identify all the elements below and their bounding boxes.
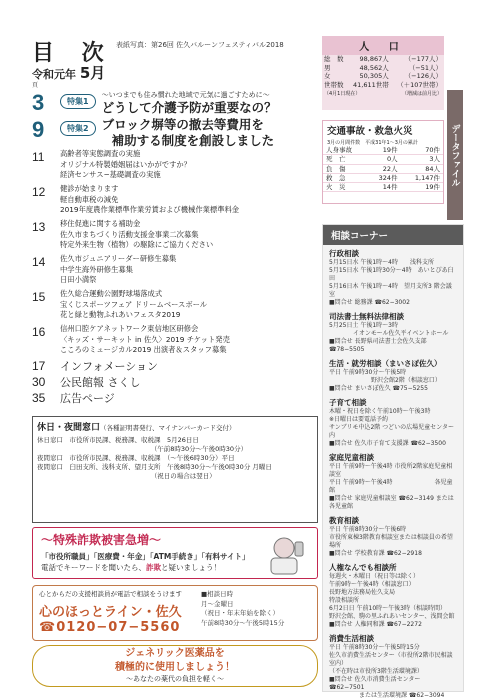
feature-1[interactable] (32, 90, 277, 116)
consult-line: 平日 午前9時〜午後4時 市役所2階家庭児童相談室 (329, 463, 453, 478)
heart-phone[interactable]: ☎0120−07−5560 (39, 620, 181, 635)
consult-line: 5月15日水 午後1時30分〜4時 あいとぴあ臼田 (329, 267, 454, 282)
toc-line: 特定外来生物（植物）の駆除にご協力ください (60, 240, 214, 250)
feature-tag: 特集1 (60, 94, 96, 109)
population-note: （4月1日現在） （増減は前月比） (324, 91, 442, 97)
generic-line1: ジェネリック医薬品を (125, 648, 225, 659)
holiday-title: 休日・夜間窓口（各種証明書発行、マイナンバーカード交付） (37, 423, 236, 433)
consult-line: 特設相談所 (329, 597, 360, 604)
consultation-title: 相談コーナー (323, 225, 463, 245)
heart-name: 心のほっとライン・佐久 (39, 605, 182, 620)
toc-line: 経済センサス−基礎調査の実施 (60, 170, 161, 180)
feature-subtitle: 〜いつまでも住み慣れた地域で元気に過ごすために〜 (101, 91, 270, 99)
table-row: 負 傷 22人 84人 (323, 164, 443, 173)
consult-heading: 家庭児童相談 (329, 453, 374, 462)
generic-line3: 〜あなたの薬代の負担を軽く〜 (126, 675, 224, 683)
consult-line: 5月16日木 午後1時〜4時 望月支所3 階会議室 (329, 283, 452, 298)
consult-line: サンブリモ中込2階 つどいの広場児童センター内 (329, 424, 454, 439)
consult-line: 平日 午前9時〜午後4時 各児童館 (329, 479, 453, 494)
consult-section (323, 394, 463, 449)
toc-line: 花と緑と動物ふれあいフェスタ2019 (60, 310, 181, 320)
consult-line: 野沢会館、駒の里ふれあいセンター、浅間会館 (329, 613, 455, 620)
feature-tag: 特集2 (60, 121, 96, 136)
table-row: 救 急 324件 1,147件 (323, 173, 443, 182)
feature-headline-line2: 補助する制度を創設しました (111, 133, 275, 148)
page-number: 12 (32, 185, 46, 199)
traffic-subtitle: 3月の月間件数 平成31年1〜3月の累計 (327, 140, 418, 146)
toc-line: 中学生海外研修生募集 (60, 264, 133, 274)
generic-drug-box (32, 645, 318, 687)
consult-line: 平日 午前8時30分〜午後6時 (329, 526, 407, 533)
holiday-counter-box (32, 416, 318, 523)
page-number: 13 (32, 220, 46, 234)
fraud-advice: 電話でキーワードを聞いたら、詐欺と疑いましょう！ (41, 563, 221, 572)
traffic-box (322, 120, 444, 204)
toc-line: インフォメーション (60, 360, 159, 373)
table-row: 総 数 98,867人 （−177人） (324, 55, 442, 63)
page-number: 16 (32, 325, 46, 339)
generic-line2: 積極的に使用しましょう！ (115, 662, 235, 673)
page-number: 30 (32, 375, 46, 389)
feature-headline-line1: ブロック塀等の撤去等費用を (101, 117, 264, 132)
toc-entry[interactable] (32, 358, 158, 374)
table-row: 男 48,562人 （−51人） (324, 63, 442, 72)
page-number: 35 (32, 391, 46, 405)
consult-section (323, 245, 463, 308)
consult-line: ■問合せ 総務課 ☎62−3002 (329, 299, 410, 306)
toc-entry[interactable] (32, 254, 176, 286)
consult-heading: 消費生活相談 (329, 634, 374, 643)
consult-section (323, 559, 463, 630)
consult-section (323, 630, 463, 700)
population-box (322, 36, 444, 110)
toc-line: 〈キッズ・サーキット in 佐久〉2019 チケット発売 (60, 334, 230, 344)
consult-heading: 司法書士無料法律相談 (329, 312, 404, 321)
consult-section (323, 308, 463, 355)
consult-line: ■問合せ 長野県司法書士会佐久支部 ☎78−5505 (329, 338, 427, 353)
consult-line: 平日 午前8時30分〜午後5時15分 (329, 644, 420, 651)
population-title: 人 口 (322, 36, 444, 55)
consult-section (323, 449, 463, 512)
cover-caption: 表紙写真：第26回 佐久バルーンフェスティバル2018 (116, 41, 284, 49)
consult-line: 6月2日日 午前10時〜午後3時（相談時間） (329, 605, 446, 612)
consult-section (323, 512, 463, 559)
consult-line: ■問合せ 学校教育課 ☎62−2918 (329, 550, 422, 557)
table-row: 世帯数 41,611世帯 （＋107世帯） (324, 80, 442, 89)
consult-line: ※日曜日は要電話予約 (329, 416, 389, 423)
holiday-row: （午前8時30分〜午後0時30分） (37, 445, 248, 453)
traffic-table (323, 146, 443, 192)
toc-entry[interactable] (32, 184, 239, 216)
issue-date: 令和元年 5月 (32, 64, 106, 82)
table-row: 死 亡 0人 3人 (323, 155, 443, 164)
toc-line: 2019年度農作業標準作業労賃および機械作業標準料金 (60, 205, 240, 215)
toc-line: 宝くじスポーツフェア ドリームベースボール (60, 299, 208, 309)
toc-line: 健診が始まります (60, 184, 119, 193)
consult-line: 平日 午前9時30分〜午後5時 (329, 369, 407, 376)
toc-entry[interactable] (32, 149, 191, 181)
population-table (322, 55, 444, 89)
page-number: 9 (32, 117, 45, 142)
consult-line: 午前9時〜午後4時（相談窓口） (329, 581, 415, 588)
consult-heading: 生活・就労相談（まいさぽ佐久） (329, 359, 442, 368)
consult-line: ■問合せ 人権同和課 ☎67−2272 (329, 621, 422, 628)
toc-line: オリジナル特製婚姻届はいかがですか？ (60, 159, 191, 169)
phone-caller-illustration-icon (259, 534, 309, 576)
fraud-warning-box (32, 527, 318, 579)
table-row: 火 災 14件 19件 (323, 183, 443, 192)
consult-section (323, 355, 463, 394)
page-number: 3 (32, 90, 45, 115)
consult-line: （不在時は市役所3階生活環境課） (329, 668, 423, 675)
consult-line: 木曜・祝日を除く午前10時〜午後3時 (329, 408, 431, 415)
consult-heading: 子育て相談 (329, 398, 367, 407)
toc-line: 公民館報 さくし (60, 376, 141, 389)
toc-line: 佐久総合運動公園野球場落成式 (60, 289, 163, 298)
consult-line: 佐久市消費生活センター（市役所2階市民相談室内） (329, 652, 453, 667)
consult-line: 毎週火・木曜日（祝日等は除く） (329, 573, 420, 580)
consult-heading: 教育相談 (329, 516, 359, 525)
toc-line: 佐久市ジュニアリーダー研修生募集 (60, 254, 177, 263)
consult-line: 市役所東棟3階教育相談室または相談員の希望場所 (329, 534, 453, 549)
toc-line: こころのミュージカル2019 出演者＆スタッフ募集 (60, 345, 227, 355)
heart-hours: ■相談日時 月〜金曜日 （祝日・年末年始を除く） 午前8時30分〜午後5時15分 (201, 590, 285, 627)
toc-entry[interactable] (32, 324, 230, 356)
page-number: 15 (32, 290, 46, 304)
holiday-row: 休日窓口 市役所市民課、税務課、収税課 5月26日日 (37, 436, 199, 444)
fraud-title: 〜特殊詐欺被害急増〜 (41, 533, 162, 547)
consult-line: ■問合せ まいさぽ佐久 ☎75−5255 (329, 385, 428, 392)
holiday-row: 夜間窓口 臼田支所、浅科支所、望月支所 午後8時30分〜午後0時30分 月曜日 (37, 463, 272, 471)
consult-line: 5月15日水 午後1時〜4時 浅科支所 (329, 259, 434, 266)
toc-entry[interactable] (32, 390, 115, 406)
data-file-tab: データファイル (447, 90, 463, 220)
holiday-row: （祝日の場合は翌日） (37, 472, 216, 480)
consult-line: または生活環境課 ☎62−3094 (329, 692, 445, 699)
toc-line: 信州口腔ケアネットワーク東信地区研修会 (60, 324, 199, 333)
table-row: 女 50,305人 （−126人） (324, 72, 442, 80)
toc-line: 日田小満祭 (60, 275, 97, 285)
toc-line: 広告ページ (60, 392, 115, 405)
feature-2[interactable] (32, 117, 274, 149)
consult-line: イオンモール佐久平イベントホール (329, 330, 449, 337)
toc-line: 佐久市まちづくり活動支援金事業二次募集 (60, 229, 199, 239)
consult-line: ■問合せ 佐久市消費生活センター ☎62−7501 (329, 676, 421, 691)
toc-line: 軽自動車税の減免 (60, 194, 119, 204)
table-row: 人身事故 19件 70件 (323, 146, 443, 155)
consult-heading: 行政相談 (329, 249, 359, 258)
page-number: 14 (32, 255, 46, 269)
toc-entry[interactable] (32, 289, 207, 321)
fraud-keywords: 「市役所職員」「医療費・年金」「ATM手続き」「有料サイト」 (41, 552, 250, 561)
toc-line: 移住促進に関する補助金 (60, 219, 141, 228)
heart-subtitle: 心とからだの支援相談員が電話で相談をうけます (39, 590, 182, 598)
consult-line: 長野地方法務局佐久支局 (329, 589, 396, 596)
holiday-row: 夜間窓口 市役所市民課、税務課、収税課 （〜午後6時30分）平日 (37, 454, 235, 462)
toc-line: 高齢者等実態調査の実施 (60, 149, 141, 158)
traffic-title: 交通事故・救急火災 (327, 126, 413, 137)
consult-heading: 人権なんでも相談所 (329, 563, 397, 572)
consult-line: 5月25日土 午後1時〜3時 (329, 322, 398, 329)
consult-line: ■問合せ 家庭児童相談室 ☎62−3149 または各児童館 (329, 495, 454, 510)
feature-headline: どうして介護予防が重要なの？ (101, 100, 277, 115)
page-number: 11 (32, 150, 45, 164)
consult-line: ■問合せ 佐久市子育て支援課 ☎62−3500 (329, 440, 446, 447)
page-label: 頁 (32, 82, 39, 89)
toc-entry[interactable] (32, 374, 141, 390)
consult-line: 野沢会館2階（相談窓口） (329, 377, 441, 384)
toc-entry[interactable] (32, 219, 213, 251)
toc-title: 目 次 (32, 40, 114, 66)
consultation-corner (322, 224, 464, 699)
page-number: 17 (32, 359, 46, 373)
heart-line-box (32, 585, 318, 641)
